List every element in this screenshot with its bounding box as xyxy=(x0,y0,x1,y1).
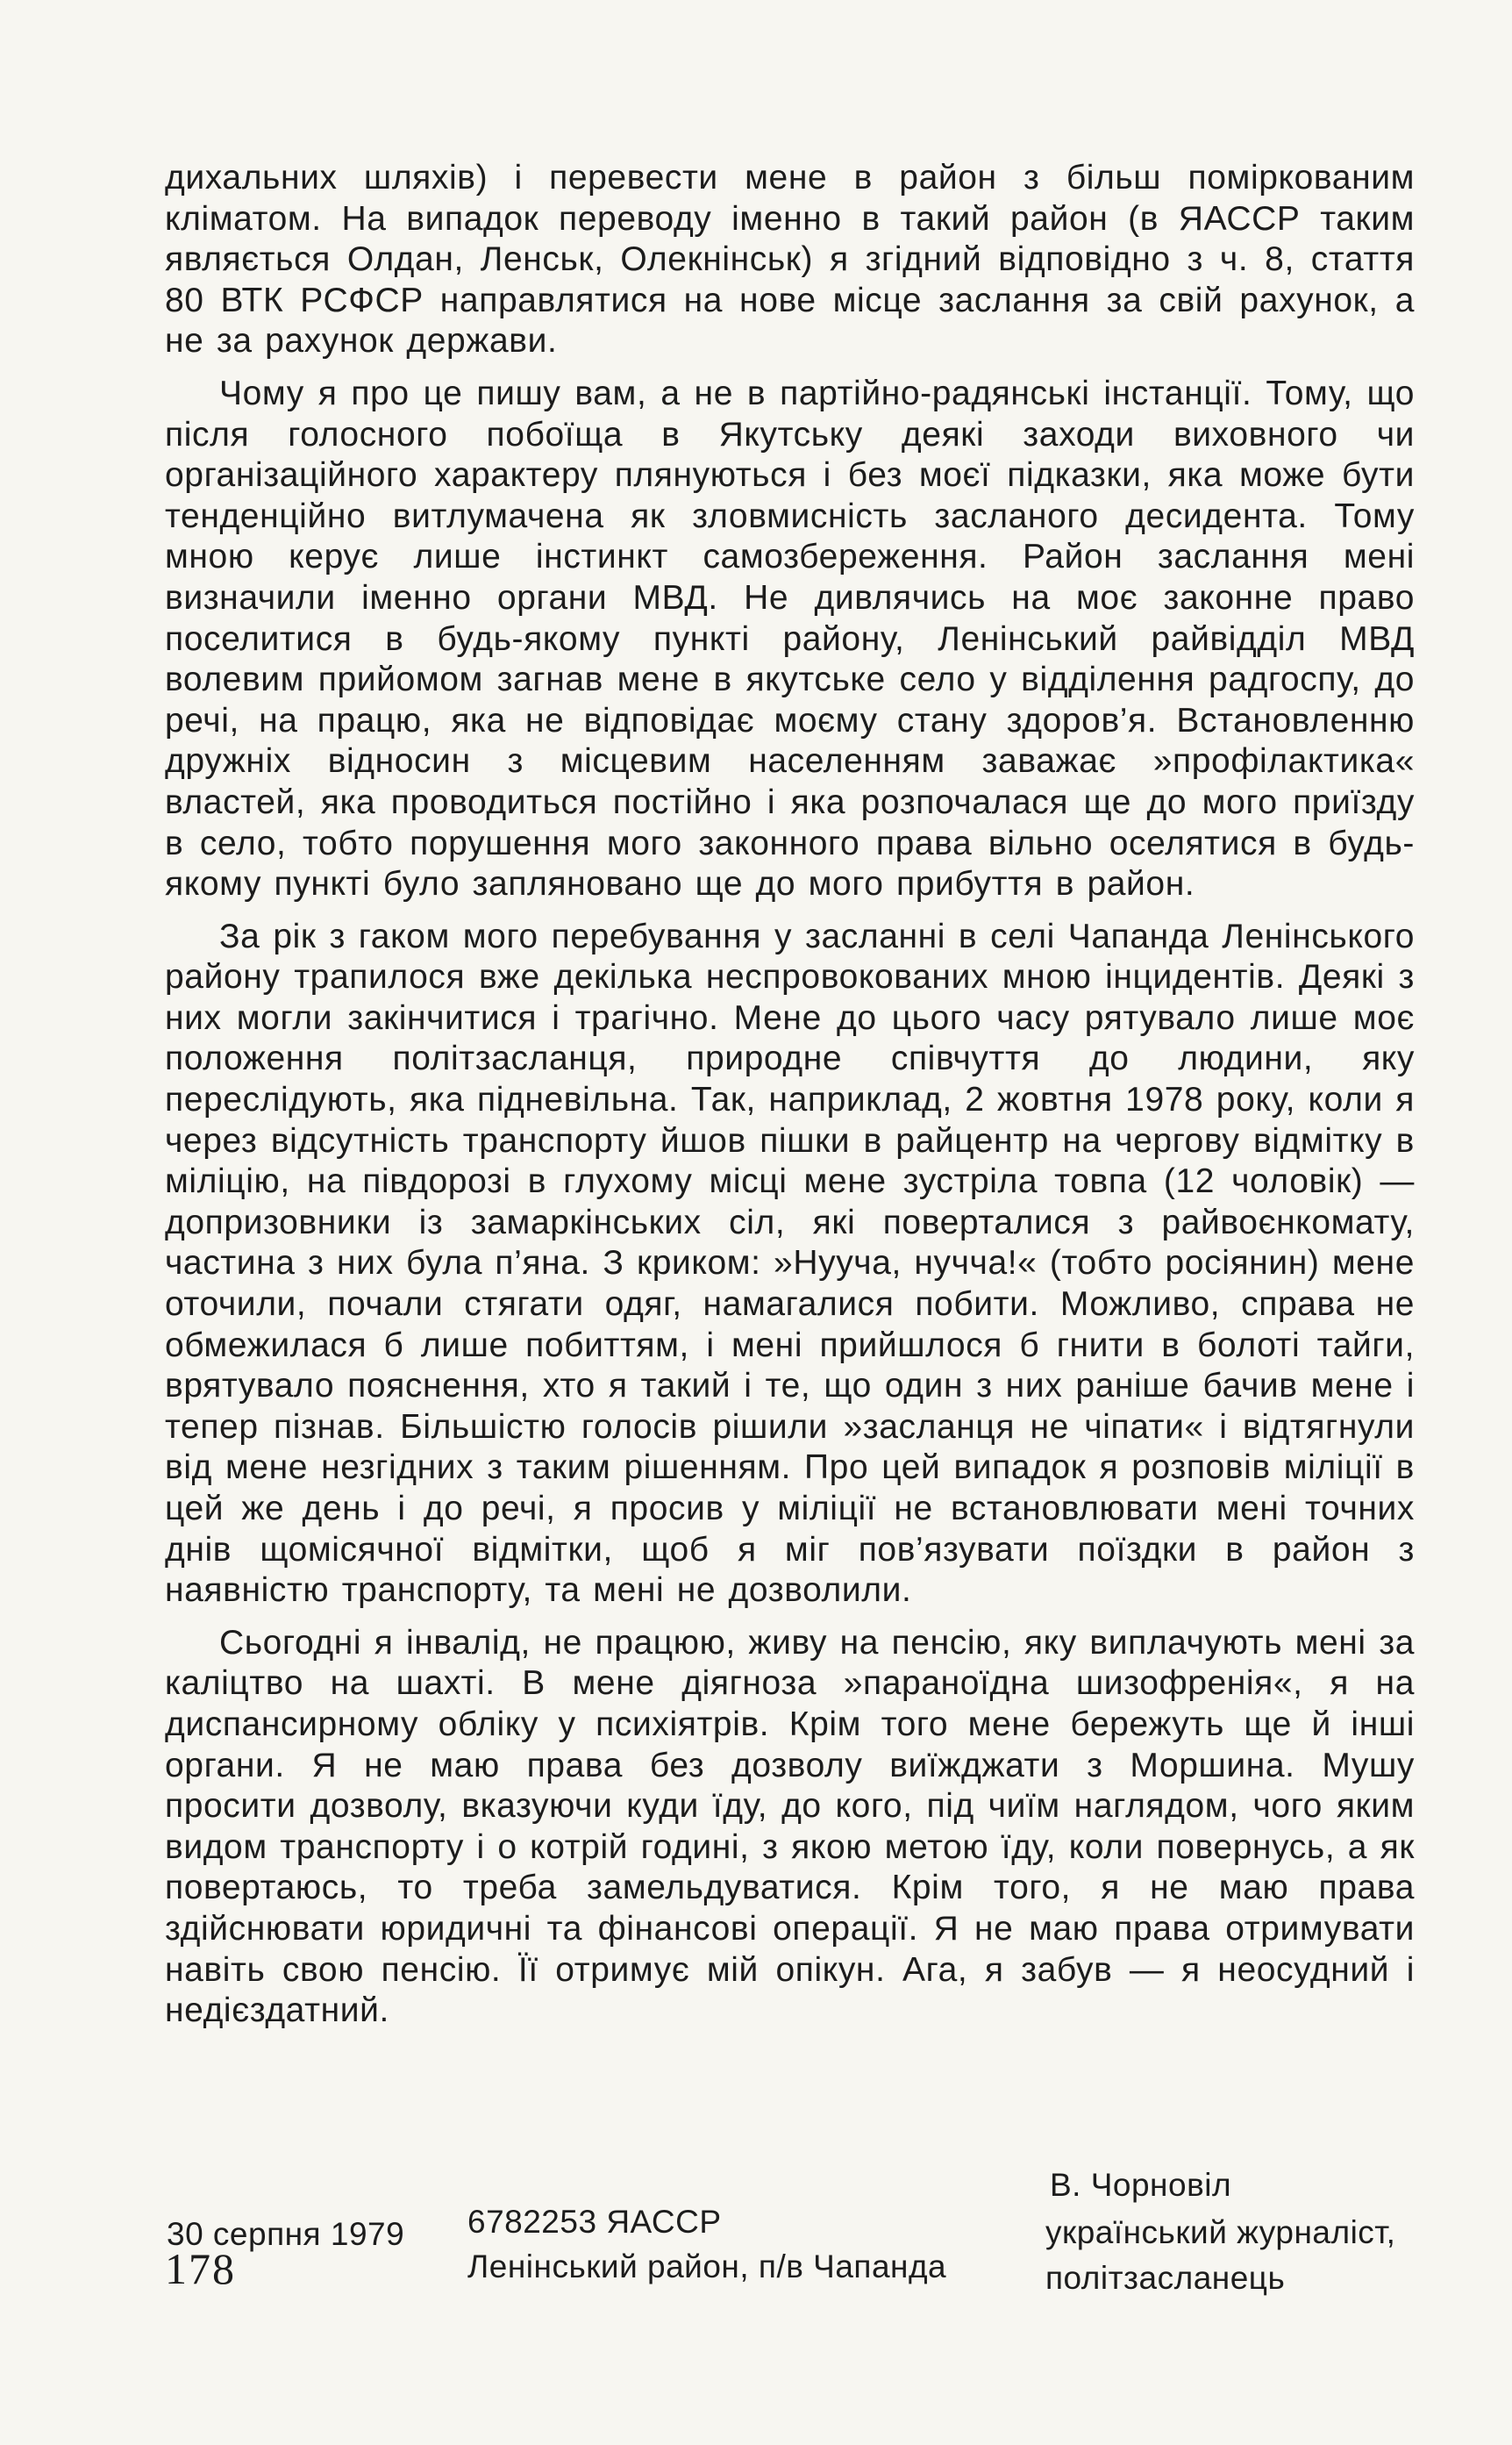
paragraph-1: дихальних шляхів) і перевести мене в район з більш поміркованим кліматом. На випадок переводу іменно в такий район (в ЯАССР таким являється Олдан, Ленськ, Олекнінськ) я згідний відповідно з ч. 8, стаття 80 ВТК РСФСР направлятися на нове місце заслання за свій рахунок, а не за рахунок держави. xyxy=(165,159,1415,361)
author-role-line-1: український журналіст, xyxy=(1045,2214,1396,2250)
page-number: 178 xyxy=(165,2244,236,2293)
page-body xyxy=(165,158,1415,2032)
paragraph-4: Сьогодні я інвалід, не працюю, живу на пенсію, яку виплачують мені за каліцтво на шахті. В мене діягноза »параноїдна шизофренія«, я на диспансирному обліку у психіятрів. Крім того мене бережуть ще й інші органи. Я не маю права без дозволу виїжджати з Моршина. Мушу просити дозволу, вказуючи куди їду, до кого, під чиїм наглядом, чого яким видом транспорту і о котрій годині, з якою метою їду, коли повернусь, а як повертаюсь, то треба замельдуватися. Крім того, я не маю права здійснювати юридичні та фінансові операції. Я не маю права отримувати навіть свою пенсію. Її отримує мій опікун. Ага, я забув — я неосудний і недієздатний. xyxy=(165,1623,1415,2030)
author-role-line-2: політзасланець xyxy=(1045,2260,1286,2296)
letter-date: 30 серпня 1979 xyxy=(167,2216,405,2252)
address-line-2: Ленінський район, п/в Чапанда xyxy=(467,2248,947,2284)
address-line-1: 6782253 ЯАССР xyxy=(467,2204,722,2240)
paragraph-3: За рік з гаком мого перебування у засланні в селі Чапанда Ленінського району трапилося вже декілька неспровокованих мною інцидентів. Деякі з них могли закінчитися і трагічно. Мене до цього часу рятувало лише моє положення політзасланця, природне співчуття до людини, яку переслідують, яка підневільна. Так, наприклад, 2 жовтня 1978 року, коли я через відсутність транспорту йшов пішки в райцентр на чергову відмітку в міліцію, на півдорозі в глухому місці мене зустріла товпа (12 чоловік) — допризовники із замаркінських сіл, які поверталися з райвоєнкомату, частина з них була п’яна. З криком: »Нууча, нучча!« (тобто росіянин) мене оточили, почали стягати одяг, намагалися побити. Можливо, справа не обмежилася б лише побиттям, і мені прийшлося б гнити в болоті тайги, врятувало пояснення, хто я такий і те, що один з них раніше бачив мене і тепер пізнав. Більшістю голосів рішили »засланця не чіпати« і відтягнули від мене незгідних з таким рішенням. Про цей випадок я розповів міліції в цей же день і до речі, я просив у міліції не встановлювати мені точних днів щомісячної відмітки, щоб я міг пов’язувати поїздки в район з наявністю транспорту, та мені не дозволили. xyxy=(165,917,1415,1610)
page-footer xyxy=(0,2145,1512,2320)
paragraph-2: Чому я про це пишу вам, а не в партійно-радянські інстанції. Тому, що після голосного побоїща в Якутську деякі заходи виховного чи організаційного характеру плянуються і без моєї підказки, яка може бути тенденційно витлумачена як зловмисність засланого десидента. Тому мною керує лише інстинкт самозбереження. Район заслання мені визначили іменно органи МВД. Не дивлячись на моє законне право поселитися в будь-якому пункті району, Ленінський райвідділ МВД волевим прийомом загнав мене в якутське село у відділення радгоспу, до речі, на працю, яка не відповідає моєму стану здоров’я. Встановленню дружніх відносин з місцевим населенням заважає »профілактика« властей, яка проводиться постійно і яка розпочалася ще до мого приїзду в село, тобто порушення мого законного права вільно оселятися в будь-якому пункті було запляновано ще до мого прибуття в район. xyxy=(165,374,1415,904)
author-name: В. Чорновіл xyxy=(1050,2167,1232,2203)
